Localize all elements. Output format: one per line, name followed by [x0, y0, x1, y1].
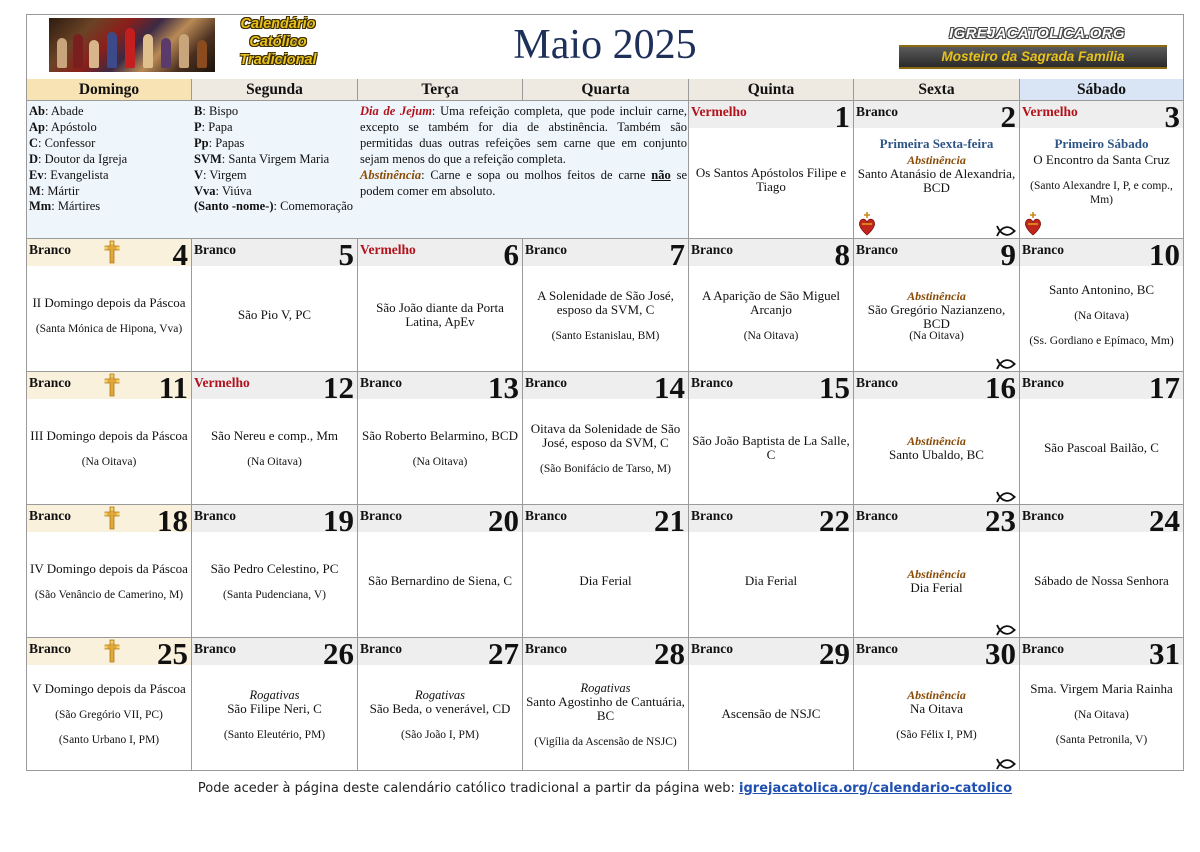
fasting-notes	[360, 104, 687, 199]
day-number: 25	[157, 638, 188, 671]
feast-name: São Pascoal Bailão, C	[1044, 440, 1159, 455]
calendar-sheet	[26, 14, 1184, 771]
abstinence-text-2: se podem comer em absoluto.	[360, 167, 687, 198]
feast-name: Oitava da Solenidade de São José, esposo da SVM, C	[530, 420, 681, 450]
day-cell	[1020, 505, 1183, 638]
feast-name: Na Oitava	[909, 700, 964, 716]
feast-name: Santo Antonino, BC	[1048, 282, 1155, 297]
fish-icon	[995, 358, 1017, 370]
liturgical-color-label: Branco	[525, 641, 567, 656]
legend-abbr: SVM	[194, 151, 222, 166]
commemoration: (Na Oitava)	[412, 455, 468, 468]
day-cell	[523, 239, 689, 372]
legend-entry	[194, 168, 247, 184]
day-cell	[358, 505, 523, 638]
day-number: 14	[654, 372, 685, 405]
sacred-heart-icon	[857, 210, 877, 236]
abstinence-text-1: : Carne e sopa ou molhos feitos de carne	[421, 167, 652, 182]
legend-entry	[29, 184, 79, 200]
feast-name: O Encontro da Santa Cruz	[1033, 152, 1170, 167]
liturgical-color-label: Branco	[691, 242, 733, 257]
day-cell	[358, 239, 523, 372]
liturgical-color-label: Vermelho	[1022, 104, 1078, 119]
day-cell	[854, 239, 1020, 372]
legend-abbr: Vva	[194, 183, 216, 198]
liturgical-color-label: Branco	[691, 641, 733, 656]
liturgical-color-label: Vermelho	[360, 242, 416, 257]
feast-name: Dia Ferial	[744, 573, 798, 588]
day-cell	[689, 372, 854, 505]
legend-meaning: : Abade	[44, 104, 84, 118]
fish-icon	[995, 225, 1017, 237]
day-number: 13	[488, 372, 519, 405]
abstinence-label: Abstinência	[907, 288, 966, 303]
day-cell	[1020, 638, 1183, 771]
weekday-quinta: Quinta	[689, 79, 854, 100]
rogation-label: Rogativas	[249, 687, 300, 702]
fast-day-text: : Uma refeição completa, que pode incluir carne, excepto se também for dia de abstinência. Também são permitidas duas outras refeições sem carne que em conjunto sejam menos do que a refeição completa.	[360, 104, 687, 166]
liturgical-color-label: Branco	[856, 375, 898, 390]
calendar-link[interactable]: igrejacatolica.org/calendario-catolico	[739, 781, 1013, 796]
liturgical-color-label: Branco	[525, 375, 567, 390]
weekday-sábado: Sábado	[1020, 79, 1183, 100]
abstinence-label: Abstinência	[907, 153, 966, 167]
day-number: 28	[654, 638, 685, 671]
legend-abbr: C	[29, 135, 39, 150]
weekday-header-row	[27, 79, 1183, 101]
liturgical-color-label: Branco	[194, 508, 236, 523]
commemoration: (Vigília da Ascensão de NSJC)	[534, 735, 677, 748]
legend-meaning: : Bispo	[202, 104, 239, 118]
legend-entry	[29, 120, 97, 136]
cross-icon	[103, 639, 121, 663]
liturgical-color-label: Branco	[1022, 508, 1064, 523]
liturgical-color-label: Branco	[360, 641, 402, 656]
day-number: 8	[834, 239, 850, 272]
legend-meaning: : Santa Virgem Maria	[221, 151, 330, 166]
abstinence-nao: não	[651, 167, 671, 182]
feast-name: São Gregório Nazianzeno, BCD	[867, 301, 1006, 331]
legend-entry	[194, 120, 233, 136]
weekday-quarta: Quarta	[523, 79, 689, 100]
weekday-sexta: Sexta	[854, 79, 1020, 100]
commemoration: (São Venâncio de Camerino, M)	[34, 588, 184, 601]
abstinence-label: Abstinência	[907, 567, 966, 581]
legend-abbr: M	[29, 183, 41, 198]
day-cell	[192, 638, 358, 771]
day-number: 11	[158, 372, 188, 405]
day-cell	[27, 638, 192, 771]
feast-name: Dia Ferial	[910, 580, 963, 595]
abbreviation-legend	[27, 101, 689, 239]
legend-entry	[29, 104, 84, 120]
liturgical-color-label: Branco	[194, 242, 236, 257]
logo-line-1: Calendário	[240, 16, 316, 32]
liturgical-color-label: Branco	[856, 508, 898, 523]
cross-icon	[103, 240, 121, 264]
footer-text: Pode aceder à página deste calendário católico tradicional a partir da página web:	[197, 781, 740, 796]
day-cell	[192, 239, 358, 372]
liturgical-color-label: Branco	[691, 375, 733, 390]
liturgical-color-label: Branco	[29, 508, 71, 523]
commemoration: (São Félix I, PM)	[896, 728, 977, 741]
day-number: 2	[1000, 101, 1016, 134]
legend-abbr: B	[194, 104, 203, 118]
liturgical-color-label: Branco	[525, 242, 567, 257]
feast-name: Sábado de Nossa Senhora	[1034, 573, 1169, 588]
day-cell	[523, 505, 689, 638]
liturgical-color-label: Branco	[29, 375, 71, 390]
day-number: 5	[338, 239, 354, 272]
feast-name: A Solenidade de São José, esposo da SVM, C	[537, 287, 674, 317]
month-title: Maio 2025	[513, 22, 697, 68]
day-number: 18	[157, 505, 188, 538]
day-number: 20	[488, 505, 519, 538]
legend-abbr: Ap	[29, 119, 45, 134]
feast-name: São Nereu e comp., Mm	[210, 427, 339, 443]
commemoration: (São Bonifácio de Tarso, M)	[540, 462, 671, 475]
feast-name: Santo Ubaldo, BC	[889, 447, 984, 462]
calendar-header	[27, 15, 1183, 80]
day-cell	[27, 239, 192, 372]
rogation-label: Rogativas	[415, 687, 465, 702]
liturgical-color-label: Branco	[194, 641, 236, 656]
feast-name: Dia Ferial	[579, 573, 632, 588]
commemoration: (Santa Petronila, V)	[1055, 734, 1148, 746]
monastery-banner: Mosteiro da Sagrada Família	[899, 45, 1167, 69]
abstinence-label: Abstinência	[907, 434, 966, 448]
commemoration: (Santo Estanislau, BM)	[551, 329, 660, 342]
day-cell	[854, 638, 1020, 771]
day-cell	[358, 372, 523, 505]
day-number: 17	[1149, 372, 1180, 405]
feast-name: São Beda, o venerável, CD	[369, 700, 511, 716]
day-number: 12	[323, 372, 354, 405]
cross-icon	[103, 506, 121, 530]
feast-name: São Pedro Celestino, PC	[210, 560, 339, 576]
day-cell	[1020, 101, 1183, 239]
day-cell	[689, 239, 854, 372]
day-number: 9	[1000, 239, 1016, 272]
day-number: 6	[503, 239, 519, 272]
day-cell	[192, 505, 358, 638]
commemoration: (Santo Eleutério, PM)	[223, 728, 326, 741]
legend-abbr: V	[194, 167, 204, 182]
day-cell	[523, 638, 689, 771]
legend-meaning: : Mártir	[40, 183, 80, 198]
commemoration: (Santo Urbano I, PM)	[58, 734, 160, 746]
commemoration: (Ss. Gordiano e Epímaco, Mm)	[1029, 335, 1174, 347]
legend-meaning: : Comemoração	[273, 199, 354, 214]
liturgical-color-label: Branco	[360, 508, 402, 523]
day-number: 30	[985, 638, 1016, 671]
legend-meaning: : Apóstolo	[44, 119, 97, 134]
footer-note	[0, 781, 1200, 796]
legend-entry	[194, 104, 238, 120]
commemoration: (Na Oitava)	[81, 455, 137, 468]
legend-entry	[194, 199, 353, 215]
commemoration: (Na Oitava)	[743, 329, 799, 342]
legend-entry	[29, 168, 109, 184]
commemoration: (Na Oitava)	[247, 455, 302, 468]
day-cell	[689, 638, 854, 771]
legend-meaning: : Papas	[208, 135, 245, 150]
day-number: 3	[1164, 101, 1180, 134]
liturgical-color-label: Branco	[1022, 641, 1064, 656]
legend-abbr: Ev	[29, 167, 44, 182]
feast-name: Os Santos Apóstolos Filipe e Tiago	[695, 164, 847, 194]
legend-meaning: : Virgem	[203, 167, 247, 182]
day-cell	[854, 372, 1020, 505]
feast-name: São João Baptista de La Salle, C	[692, 433, 850, 462]
legend-meaning: : Doutor da Igreja	[38, 151, 128, 166]
liturgical-color-label: Branco	[29, 641, 71, 656]
liturgical-color-label: Branco	[856, 242, 898, 257]
day-number: 24	[1149, 505, 1180, 538]
feast-name: São Bernardino de Siena, C	[367, 573, 513, 588]
sacred-heart-icon	[1023, 210, 1043, 236]
day-number: 19	[323, 505, 354, 538]
legend-abbr: P	[194, 119, 202, 134]
feast-name: São Roberto Belarmino, BCD	[362, 427, 518, 443]
feast-name: A Aparição de São Miguel Arcanjo	[702, 287, 840, 317]
legend-entry	[194, 152, 329, 168]
logo-line-2: Católico	[249, 34, 307, 50]
feast-name: Sma. Virgem Maria Rainha	[1030, 681, 1173, 696]
day-cell	[689, 101, 854, 239]
feast-name: III Domingo depois da Páscoa	[30, 427, 188, 443]
day-number: 31	[1149, 638, 1180, 671]
abstinence-label: Abstinência	[907, 687, 966, 702]
liturgical-color-label: Branco	[856, 641, 898, 656]
fish-icon	[995, 491, 1017, 503]
day-number: 1	[834, 101, 850, 134]
fish-icon	[995, 624, 1017, 636]
cross-icon	[103, 373, 121, 397]
legend-abbr: D	[29, 151, 39, 166]
day-cell	[523, 372, 689, 505]
weekday-terça: Terça	[358, 79, 523, 100]
feast-name: São Pio V, PC	[237, 307, 312, 322]
legend-entry	[29, 136, 95, 152]
logo-line-3: Tradicional	[239, 52, 317, 68]
day-number: 23	[985, 505, 1016, 538]
liturgical-color-label: Vermelho	[691, 104, 747, 119]
day-cell	[854, 101, 1020, 239]
weekday-domingo: Domingo	[27, 79, 192, 100]
legend-abbr: (Santo -nome-)	[194, 199, 274, 214]
liturgical-color-label: Branco	[691, 508, 733, 523]
day-cell	[689, 505, 854, 638]
day-number: 26	[323, 638, 354, 671]
commemoration: (São Gregório VII, PC)	[55, 709, 163, 721]
legend-entry	[29, 152, 127, 168]
feast-name: IV Domingo depois da Páscoa	[30, 560, 188, 576]
legend-abbr: Ab	[29, 104, 45, 118]
feast-name: Ascensão de NSJC	[721, 706, 821, 721]
liturgical-color-label: Branco	[856, 104, 898, 119]
feast-name: São Filipe Neri, C	[227, 700, 322, 716]
legend-meaning: : Viúva	[215, 183, 252, 198]
liturgical-color-label: Branco	[525, 508, 567, 523]
legend-abbr: Mm	[29, 199, 52, 214]
commemoration: (Santa Pudenciana, V)	[223, 588, 326, 601]
legend-meaning: : Mártires	[51, 199, 101, 214]
weekday-segunda: Segunda	[192, 79, 358, 100]
liturgical-color-label: Branco	[1022, 242, 1064, 257]
legend-entry	[29, 199, 100, 215]
day-number: 4	[172, 239, 188, 272]
day-number: 7	[669, 239, 685, 272]
special-day-title: Primeira Sexta-feira	[879, 136, 994, 151]
legend-abbr: Pp	[194, 135, 209, 150]
liturgical-color-label: Vermelho	[194, 375, 250, 390]
special-day-title: Primeiro Sábado	[1054, 136, 1149, 151]
liturgical-color-label: Branco	[1022, 375, 1064, 390]
feast-name: Santo Agostinho de Cantuária, BC	[526, 693, 685, 723]
day-cell	[854, 505, 1020, 638]
site-banner: IGREJACATOLICA.ORG	[949, 25, 1125, 42]
day-cell	[192, 372, 358, 505]
day-cell	[1020, 372, 1183, 505]
day-number: 29	[819, 638, 850, 671]
day-number: 27	[488, 638, 519, 671]
feast-name: V Domingo depois da Páscoa	[32, 681, 186, 696]
commemoration: (Santa Mónica de Hipona, Vva)	[35, 322, 183, 335]
day-cell	[27, 372, 192, 505]
legend-meaning: : Papa	[201, 119, 233, 134]
liturgical-color-label: Branco	[360, 375, 402, 390]
liturgical-color-label: Branco	[29, 242, 71, 257]
day-cell	[27, 505, 192, 638]
fast-day-title: Dia de Jejum	[360, 104, 432, 118]
feast-name: II Domingo depois da Páscoa	[32, 294, 186, 310]
day-cell	[358, 638, 523, 771]
legend-entry	[194, 136, 244, 152]
commemoration: (Na Oitava)	[1074, 709, 1129, 721]
day-cell	[1020, 239, 1183, 372]
commemoration: (Na Oitava)	[1074, 310, 1129, 322]
commemoration: (Santo Alexandre I, P, e comp., Mm)	[1030, 180, 1173, 206]
fish-icon	[995, 758, 1017, 770]
commemoration: (Na Oitava)	[909, 329, 964, 342]
commemoration: (São João I, PM)	[401, 728, 479, 741]
legend-meaning: : Confessor	[38, 135, 96, 150]
day-number: 15	[819, 372, 850, 405]
feast-name: São João diante da Porta Latina, ApEv	[376, 300, 504, 329]
abstinence-title: Abstinência	[360, 167, 422, 182]
feast-name: Santo Atanásio de Alexandria, BCD	[857, 166, 1016, 195]
day-number: 22	[819, 505, 850, 538]
legend-meaning: : Evangelista	[43, 167, 109, 182]
day-number: 16	[985, 372, 1016, 405]
legend-entry	[194, 184, 252, 200]
day-number: 10	[1149, 239, 1180, 272]
rogation-label: Rogativas	[580, 680, 631, 695]
day-number: 21	[654, 505, 685, 538]
